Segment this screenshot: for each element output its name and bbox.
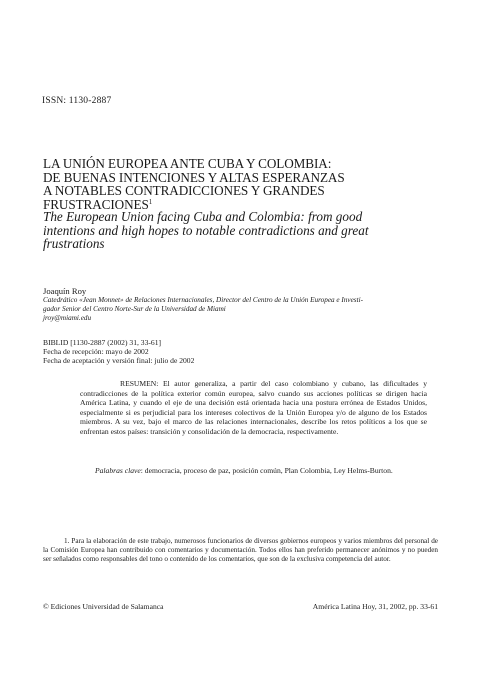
footnote-text: Para la elaboración de este trabajo, numerosos funcionarios de diversos gobiernos europeos y varios miembros del personal de la Comisión Europea han contribuido con comentarios y documentación. Todos ellos han preferido permanecer anónimos y no pueden ser señalados como responsables del tono o contenido de los comentarios, que son de la exclusiva competencia del autor. (43, 537, 439, 563)
author-email[interactable]: jroy@miami.edu (43, 314, 92, 322)
abstract-text: RESUMEN: El autor generaliza, a partir del caso colombiano y cubano, las dificultades y contradicciones de la política exterior común europea, salvo cuando sus acciones políticas se dirigen hacia América Latina, y cuando el eje de una decisión está orientada hacia una postura errónea de Estados Unidos, especialmente si es perjudicial para los intereses colectivos de la Unión Europea y/o de alguno de los Estados miembros. A su vez, bajo el marco de las relaciones internacionales, describe los retos políticos a los que se enfrentan estos países: transición y consolidación de la democracia, respectivamente. (80, 379, 427, 436)
biblid-block (43, 338, 438, 365)
title-line: A NOTABLES CONTRADICCIONES Y GRANDES (43, 183, 325, 199)
article-title-spanish (43, 157, 443, 211)
title-line: LA UNIÓN EUROPEA ANTE CUBA Y COLOMBIA: (43, 156, 332, 171)
title-line: DE BUENAS INTENCIONES Y ALTAS ESPERANZAS (43, 169, 345, 185)
biblid-line: BIBLID [1130-2887 (2002) 31, 33-61] (43, 338, 162, 347)
title-en-line: frustrations (43, 236, 105, 252)
title-en-line: intentions and high hopes to notable contradictions and great (43, 222, 369, 238)
title-en-line: The European Union facing Cuba and Colombia: from good (43, 209, 363, 224)
issn-label: ISSN: 1130-2887 (42, 96, 112, 106)
footnote-number: 1. (64, 537, 70, 545)
keywords (80, 466, 427, 476)
footnote (43, 537, 438, 564)
author-affiliation (43, 296, 438, 323)
keywords-label: Palabras clave (95, 466, 141, 475)
affiliation-line: Catedrático «Jean Monnet» de Relaciones Internacionales, Director del Centro de la Unión Europea e Investi- (43, 296, 363, 304)
article-title-english (43, 210, 443, 251)
abstract (80, 379, 427, 437)
author-name: Joaquín Roy (43, 286, 87, 296)
journal-footer: América Latina Hoy, 31, 2002, pp. 33-61 (312, 602, 438, 611)
accepted-date: Fecha de aceptación y versión final: julio de 2002 (43, 356, 195, 365)
title-footnote-mark[interactable]: 1 (148, 197, 153, 206)
title-line-text: FRUSTRACIONES (43, 196, 149, 212)
affiliation-line: gador Senior del Centro Norte-Sur de la Universidad de Miami (43, 305, 226, 313)
keywords-text: : democracia, proceso de paz, posición común, Plan Colombia, Ley Helms-Burton. (140, 466, 393, 475)
publisher-footer: © Ediciones Universidad de Salamanca (43, 602, 164, 611)
received-date: Fecha de recepción: mayo de 2002 (43, 347, 149, 356)
